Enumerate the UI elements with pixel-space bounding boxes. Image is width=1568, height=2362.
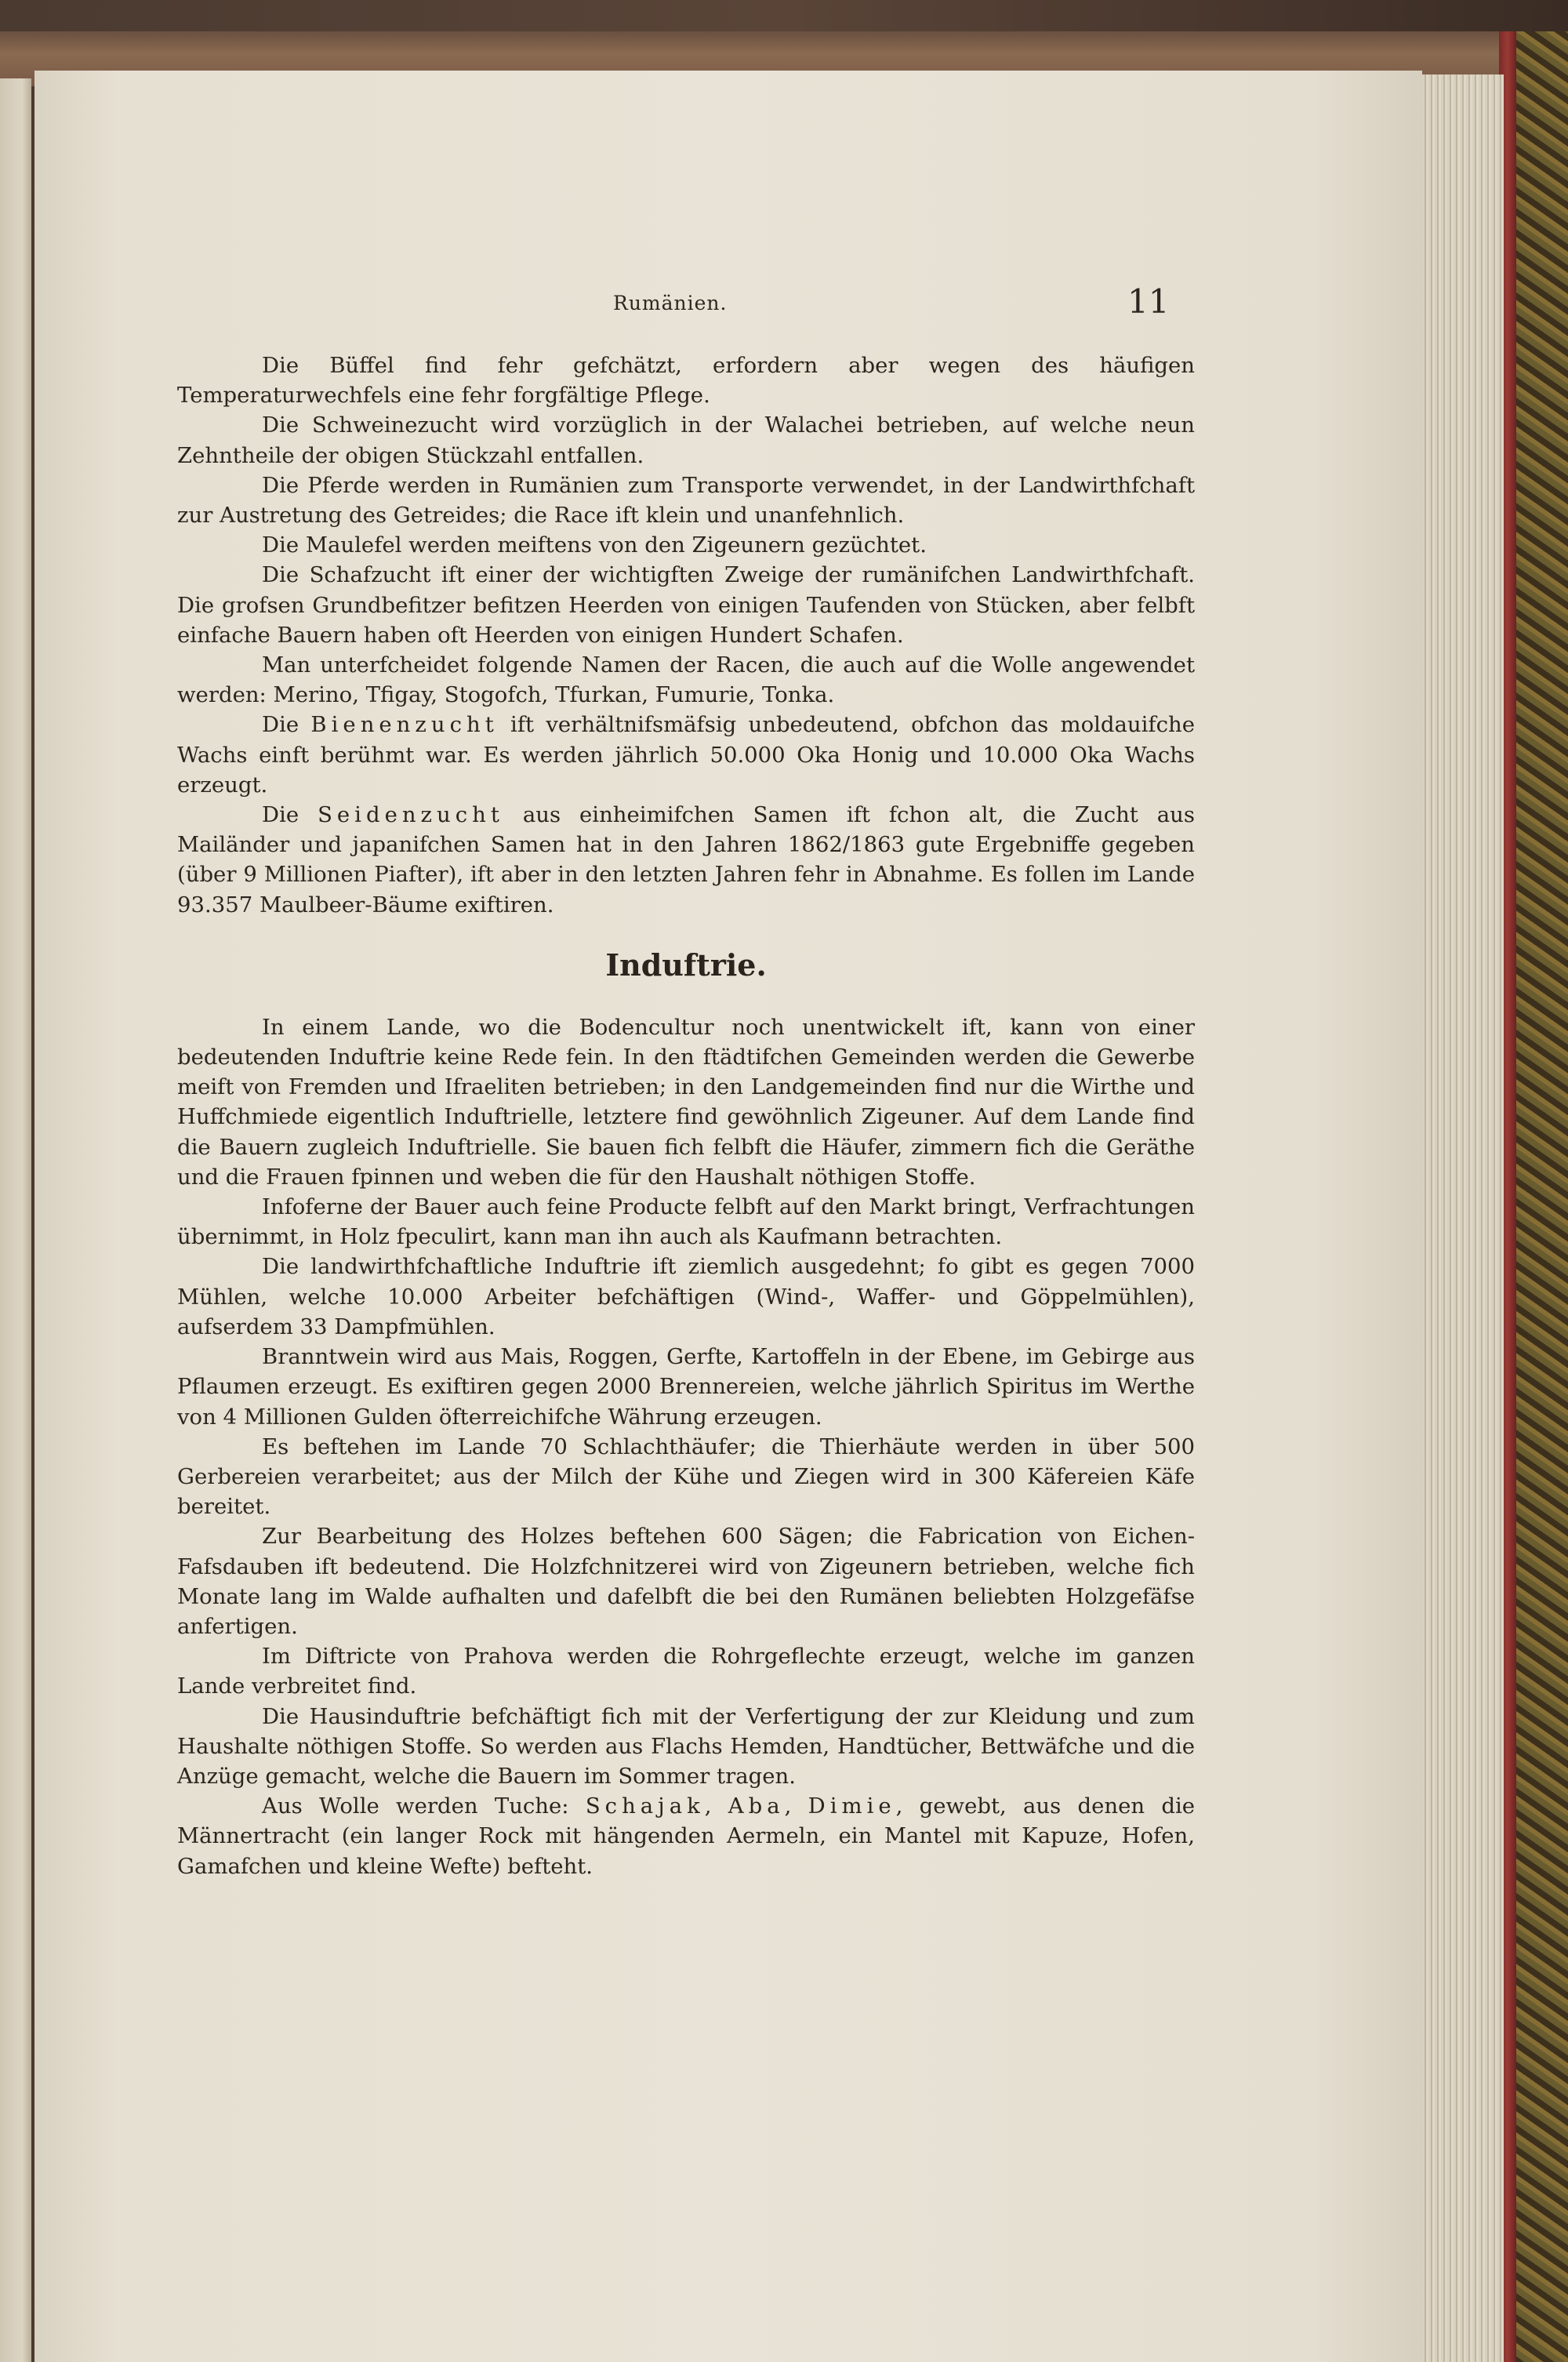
paragraph: Im Diftricte von Prahova werden die Rohrgeflechte erzeugt, welche im ganzen Lande verbreitet find. [177,1644,1195,1699]
separator: , [784,1793,808,1819]
spaced-term: Dimie [808,1793,896,1819]
paragraph-lead: Aus Wolle werden Tuche: [262,1793,586,1819]
paragraph: Die Pferde werden in Rumänien zum Transporte verwendet, in der Landwirthfchaft zur Austretung des Getreides; die Race ift klein und unanfehnlich. [177,472,1195,529]
paragraph: Die Maulefel werden meiftens von den Zigeunern gezüchtet. [262,532,927,558]
paragraph: Man unterfcheidet folgende Namen der Racen, die auch auf die Wolle angewendet werden: Merino, Tfigay, Stogofch, Tfurkan, Fumurie, Tonka. [177,652,1195,708]
paragraph-bienenzucht [177,710,1195,800]
running-title: Rumänien. [613,292,728,314]
paragraph: Die Hausinduftrie befchäftigt fich mit der Verfertigung der zur Kleidung und zum Haushalte nöthigen Stoffe. So werden aus Flachs Hemden, Handtücher, Bettwäfche und die Anzüge gemacht, welche die Bauern im Sommer tragen. [177,1703,1195,1789]
paragraph: Die Schweinezucht wird vorzüglich in der Walachei betrieben, auf welche neun Zehntheile der obigen Stückzahl entfallen. [177,412,1195,468]
paragraph-seidenzucht [177,800,1195,920]
paragraph: Die Schafzucht ift einer der wichtigften Zweige der rumänifchen Landwirthfchaft. Die grofsen Grundbefitzer befitzen Heerden von einigen Taufenden von Stücken, aber felbft einfache Bauern haben oft Heerden von einigen Hundert Schafen. [177,562,1195,648]
page-number: 11 [1127,282,1170,321]
paragraph-rest: ift verhältnifsmäfsig unbedeutend, obfchon das moldauifche Wachs einft berühmt war. Es werden jährlich 50.000 Oka Honig und 10.000 Oka Wachs erzeugt. [177,712,1196,798]
paragraph: In einem Lande, wo die Bodencultur noch unentwickelt ift, kann von einer bedeutenden Induftrie keine Rede fein. In den ftädtifchen Gemeinden werden die Gewerbe meift von Fremden und Ifraeliten betrieben; in den Landgemeinden find nur die Wirthe und Huffchmiede eigentlich Induftrielle, letztere find gewöhnlich Zigeuner. Auf dem Lande find die Bauern zugleich Induftrielle. Sie bauen fich felbft die Häufer, zimmern fich die Geräthe und die Frauen fpinnen und weben die für den Haushalt nöthigen Stoffe. [177,1014,1195,1190]
spaced-term: Aba [728,1793,785,1819]
paragraph: Zur Bearbeitung des Holzes beftehen 600 Sägen; die Fabrication von Eichen-Fafsdauben ift bedeutend. Die Holzfchnitzerei wird von Zigeunern betrieben, welche fich Monate lang im Walde aufhalten und dafelbft die bei den Rumänen beliebten Holzgefäfse anfertigen. [177,1524,1195,1639]
paragraph-lead: Die [262,802,318,828]
spaced-term: Schajak [585,1793,705,1819]
paragraph-wolle [177,1791,1195,1881]
paragraph: Branntwein wird aus Mais, Roggen, Gerfte, Kartoffeln in der Ebene, im Gebirge aus Pflaumen erzeugt. Es exiftiren gegen 2000 Brennereien, welche jährlich Spiritus im Werthe von 4 Millionen Gulden öfterreichifche Währung erzeugen. [177,1344,1195,1430]
text-block [177,351,1195,1881]
paragraph-rest: aus einheimifchen Samen ift fchon alt, die Zucht aus Mailänder und japanifchen Samen hat in den Jahren 1862/1863 gute Ergebniffe gegeben (über 9 Millionen Piafter), ift aber in den letzten Jahren fehr in Abnahme. Es follen im Lande 93.357 Maulbeer-Bäume exiftiren. [177,802,1196,918]
spaced-term: Seidenzucht [318,802,504,828]
section-heading: Induftrie. [605,947,767,983]
paragraph: Infoferne der Bauer auch feine Producte felbft auf den Markt bringt, Verfrachtungen übernimmt, in Holz fpeculirt, kann man ihn auch als Kaufmann betrachten. [177,1194,1195,1250]
paragraph: Die Büffel find fehr gefchätzt, erfordern aber wegen des häufigen Temperaturwechfels eine fehr forgfältige Pflege. [177,353,1195,409]
paragraph: Es beftehen im Lande 70 Schlachthäufer; die Thierhäute werden in über 500 Gerbereien verarbeitet; aus der Milch der Kühe und Ziegen wird in 300 Käfereien Käfe bereitet. [177,1434,1195,1520]
left-page-edge [0,78,31,2362]
separator: , [704,1793,728,1819]
paragraph-rest: , gewebt, aus denen die Männertracht (ein langer Rock mit hängenden Aermeln, ein Mantel mit Kapuze, Hofen, Gamafchen und kleine Wefte) befteht. [177,1793,1196,1879]
paragraph: Die landwirthfchaftliche Induftrie ift ziemlich ausgedehnt; fo gibt es gegen 7000 Mühlen, welche 10.000 Arbeiter befchäftigen (Wind-, Waffer- und Göppelmühlen), aufserdem 33 Dampfmühlen. [177,1254,1195,1339]
spaced-term: Bienenzucht [310,712,499,738]
paragraph-lead: Die [262,712,311,738]
